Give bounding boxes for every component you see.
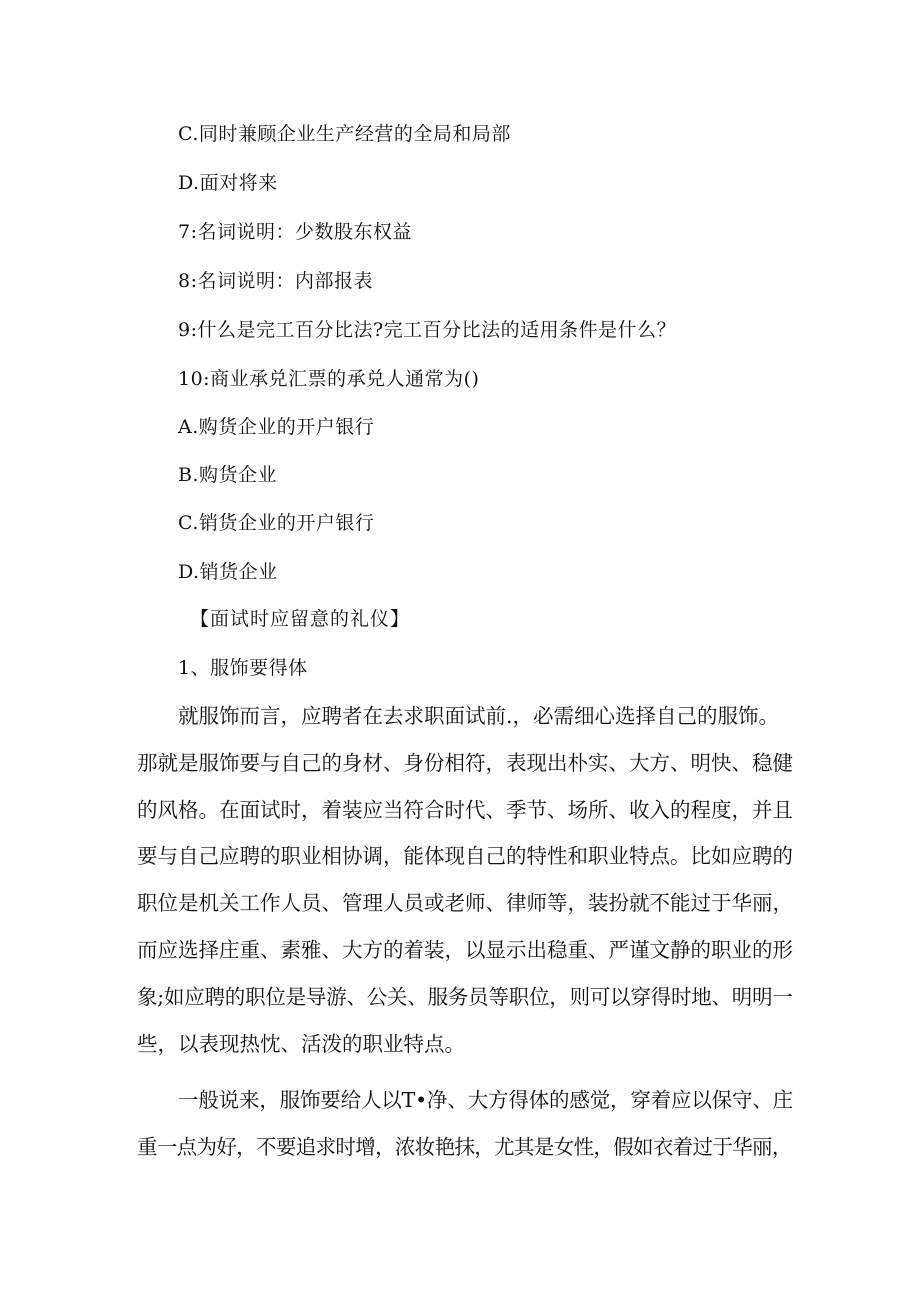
question-7: 7:名词说明：少数股东权益 <box>178 221 412 243</box>
paragraph-line: 重一点为好，不要追求时增，浓妆艳抹，尤其是女性，假如衣着过于华丽， <box>137 1134 792 1159</box>
paragraph-line: 就服饰而言，应聘者在去求职面试前.，必需细心选择自己的服饰。 <box>178 704 780 728</box>
question-9: 9:什么是完工百分比法?完工百分比法的适用条件是什么？ <box>178 319 677 341</box>
question-10: 10:商业承兑汇票的承兑人通常为() <box>178 368 480 390</box>
paragraph-general <box>137 1077 793 1171</box>
paragraph-line: 些，以表现热忱、活泼的职业特点。 <box>137 1031 465 1056</box>
option-line-d-1: D.面对将来 <box>178 172 278 194</box>
paragraph-line: 的风格。在面试时，着装应当符合时代、季节、场所、收入的程度，并且 <box>137 797 793 822</box>
paragraph-line: 要与自己应聘的职业相协调，能体现自己的特性和职业特点。比如应聘的 <box>137 844 793 869</box>
option-line-c-1: C.同时兼顾企业生产经营的全局和局部 <box>178 123 511 145</box>
option-line-c-2: C.销货企业的开户银行 <box>178 512 375 534</box>
paragraph-clothing <box>137 693 793 1067</box>
option-line-d-2: D.销货企业 <box>178 561 278 583</box>
paragraph-line: 职位是机关工作人员、管理人员或老师、律师等，装扮就不能过于华丽， <box>137 891 793 916</box>
paragraph-line: 那就是服饰要与自己的身材、身份相符，表现出朴实、大方、明快、稳健 <box>137 750 793 775</box>
subsection-title: 1、服饰要得体 <box>178 657 308 679</box>
question-8: 8:名词说明：内部报表 <box>178 270 373 292</box>
section-title: 【面试时应留意的礼仪】 <box>190 608 411 630</box>
option-line-b: B.购货企业 <box>178 464 278 486</box>
paragraph-line: 而应选择庄重、素雅、大方的着装，以显示出稳重、严谨文静的职业的形 <box>137 937 793 962</box>
option-line-a: A.购货企业的开户银行 <box>178 416 375 438</box>
paragraph-line: 象;如应聘的职位是导游、公关、服务员等职位，则可以穿得时地、明明一 <box>137 984 793 1009</box>
paragraph-line: 一般说来，服饰要给人以T•净、大方得体的感觉，穿着应以保守、庄 <box>178 1088 793 1112</box>
